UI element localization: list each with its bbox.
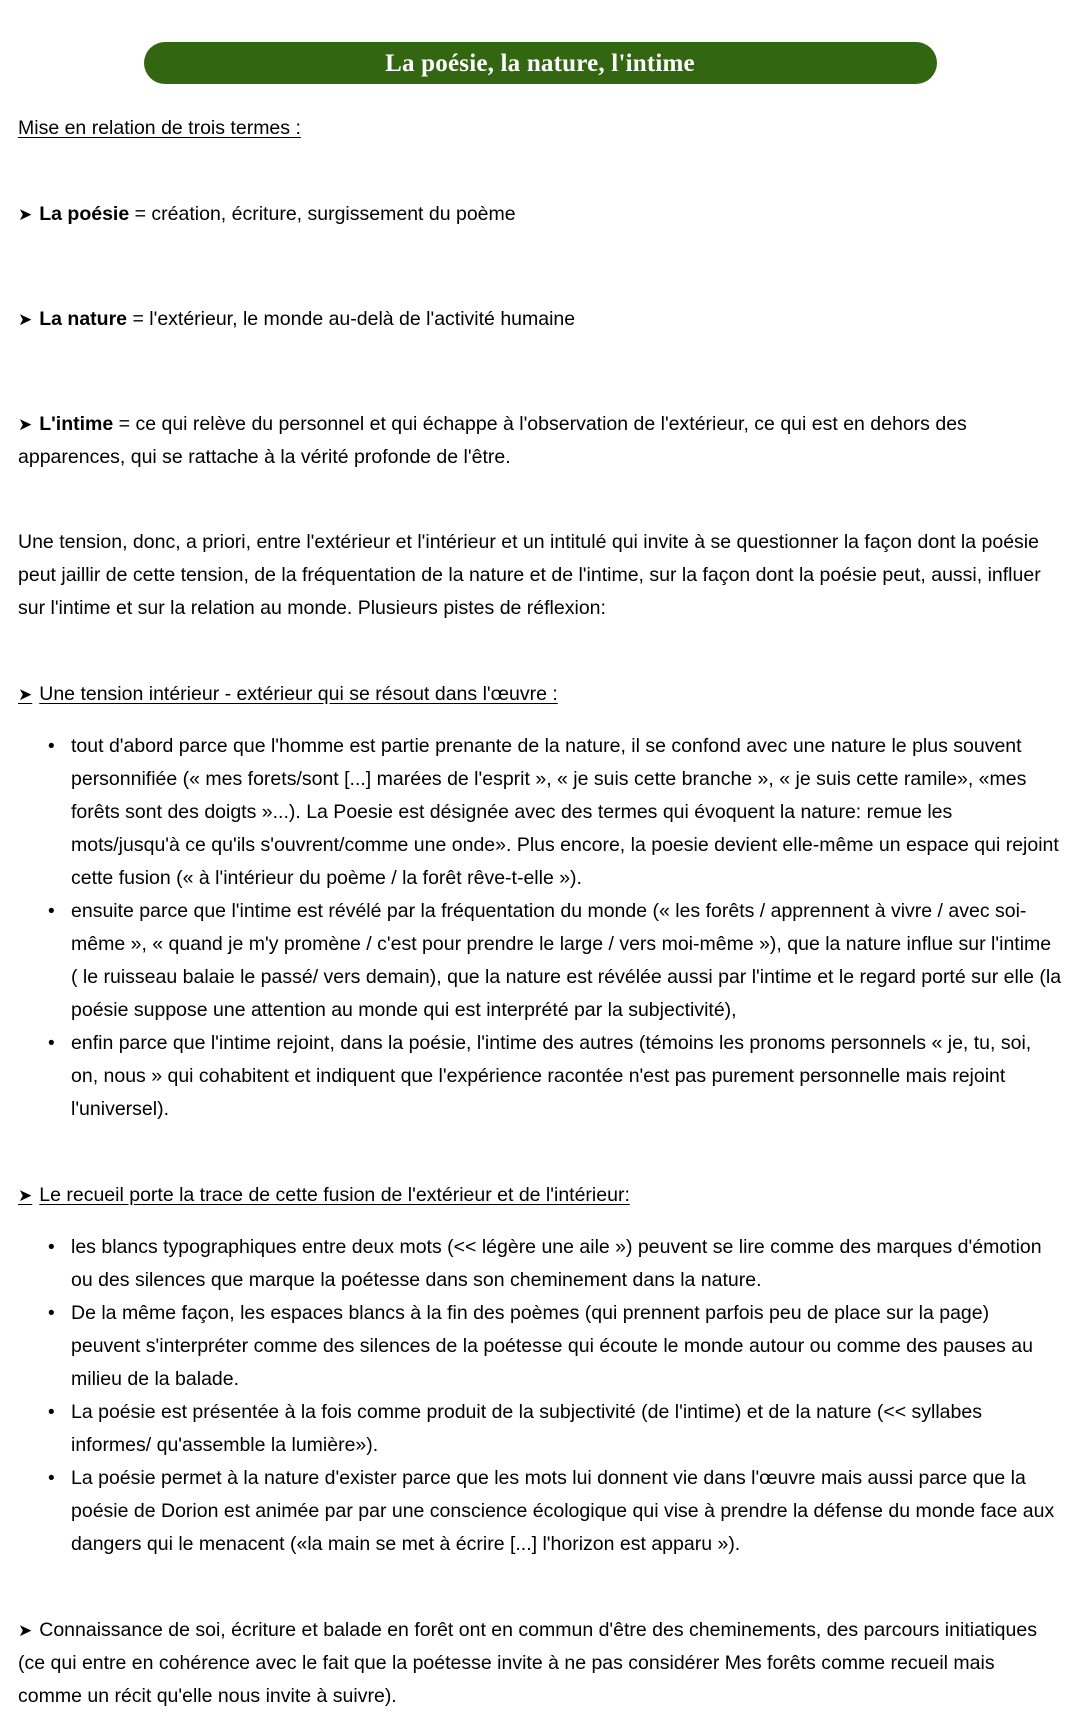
section-bullets-recueil	[18, 1231, 1062, 1561]
definition-nature	[18, 303, 1062, 336]
conclusion-paragraph	[18, 1614, 1062, 1713]
section-bullets-tension	[18, 730, 1062, 1126]
title-banner	[0, 0, 1080, 84]
list-item: • enfin parce que l'intime rejoint, dans la poésie, l'intime des autres (témoins les pronoms personnels « je, tu, soi, on, nous » qui cohabitent et indiquent que l'expérience racontée n'est pas purement personnelle mais rejoint l'universel).	[46, 1027, 1062, 1126]
definition-term: L'intime	[39, 412, 114, 435]
section-heading-text: Une tension intérieur - extérieur qui se résout dans l'œuvre :	[39, 682, 558, 705]
intro-heading	[18, 112, 1062, 145]
arrow-icon: ➤	[18, 684, 33, 704]
document-body	[0, 112, 1080, 1713]
spacer	[18, 625, 1062, 658]
title-pill	[144, 42, 937, 84]
list-item: • ensuite parce que l'intime est révélé par la fréquentation du monde (« les forêts / apprennent à vivre / avec soi-même », « quand je m'y promène / c'est pour prendre le large / vers moi-même »), que la nature influe sur l'intime ( le ruisseau balaie le passé/ vers demain), que la nature est révélée aussi par l'intime et le regard porté sur elle (la poésie suppose une attention au monde qui est interprété par la subjectivité),	[46, 895, 1062, 1027]
arrow-icon: ➤	[18, 1620, 33, 1640]
definition-text: = création, écriture, surgissement du poème	[134, 202, 516, 225]
spacer	[18, 1126, 1062, 1159]
conclusion-text: Connaissance de soi, écriture et balade en forêt ont en commun d'être des cheminements, des parcours initiatiques (ce qui entre en cohérence avec le fait que la poétesse invite à ne pas considérer Mes forêts comme recueil mais comme un récit qu'elle nous invite à suivre).	[18, 1618, 1037, 1707]
definition-poesie	[18, 198, 1062, 231]
list-item: • La poésie permet à la nature d'exister parce que les mots lui donnent vie dans l'œuvre mais aussi parce que la poésie de Dorion est animée par par une conscience écologique qui vise à prendre la défense du monde face aux dangers qui le menacent («la main se met à écrire [...] l'horizon est apparu »).	[46, 1462, 1062, 1561]
list-item: • tout d'abord parce que l'homme est partie prenante de la nature, il se confond avec une nature le plus souvent personnifiée (« mes forets/sont [...] marées de l'esprit », « je suis cette branche », « je suis cette ramile», «mes forêts sont des doigts »...). La Poesie est désignée avec des termes qui évoquent la nature: remue les mots/jusqu'à ce qu'ils s'ouvrent/comme une onde». Plus encore, la poesie devient elle-même un espace qui rejoint cette fusion (« à l'intérieur du poème / la forêt rêve-t-elle »).	[46, 730, 1062, 895]
definition-text: = l'extérieur, le monde au-delà de l'activité humaine	[132, 307, 576, 330]
spacer	[18, 1561, 1062, 1594]
definition-term: La poésie	[39, 202, 130, 225]
section-heading-recueil	[18, 1179, 1062, 1212]
list-item: • De la même façon, les espaces blancs à la fin des poèmes (qui prennent parfois peu de place sur la page) peuvent s'interpréter comme des silences de la poétesse qui écoute le monde autour ou comme des pauses au milieu de la balade.	[46, 1297, 1062, 1396]
arrow-icon: ➤	[18, 414, 33, 434]
definition-text: = ce qui relève du personnel et qui échappe à l'observation de l'extérieur, ce qui est en dehors des apparences, qui se rattache à la vérité profonde de l'être.	[18, 412, 967, 468]
intro-heading-text: Mise en relation de trois termes :	[18, 117, 301, 139]
section-heading-tension	[18, 678, 1062, 711]
definition-term: La nature	[39, 307, 128, 330]
definition-intime	[18, 408, 1062, 474]
spacer	[18, 145, 1062, 178]
arrow-icon: ➤	[18, 1185, 33, 1205]
list-item: • les blancs typographiques entre deux mots (<< légère une aile ») peuvent se lire comme des marques d'émotion ou des silences que marque la poétesse dans son cheminement dans la nature.	[46, 1231, 1062, 1297]
spacer	[18, 493, 1062, 526]
page-title: La poésie, la nature, l'intime	[385, 49, 695, 77]
spacer	[18, 355, 1062, 388]
transition-paragraph: Une tension, donc, a priori, entre l'extérieur et l'intérieur et un intitulé qui invite à se questionner la façon dont la poésie peut jaillir de cette tension, de la fréquentation de la nature et de l'intime, sur la façon dont la poésie peut, aussi, influer sur l'intime et sur la relation au monde. Plusieurs pistes de réflexion:	[18, 531, 1041, 619]
arrow-icon: ➤	[18, 309, 33, 329]
section-heading-text: Le recueil porte la trace de cette fusion de l'extérieur et de l'intérieur:	[39, 1183, 630, 1206]
list-item: • La poésie est présentée à la fois comme produit de la subjectivité (de l'intime) et de la nature (<< syllabes informes/ qu'assemble la lumière»).	[46, 1396, 1062, 1462]
arrow-icon: ➤	[18, 204, 33, 224]
spacer	[18, 250, 1062, 283]
